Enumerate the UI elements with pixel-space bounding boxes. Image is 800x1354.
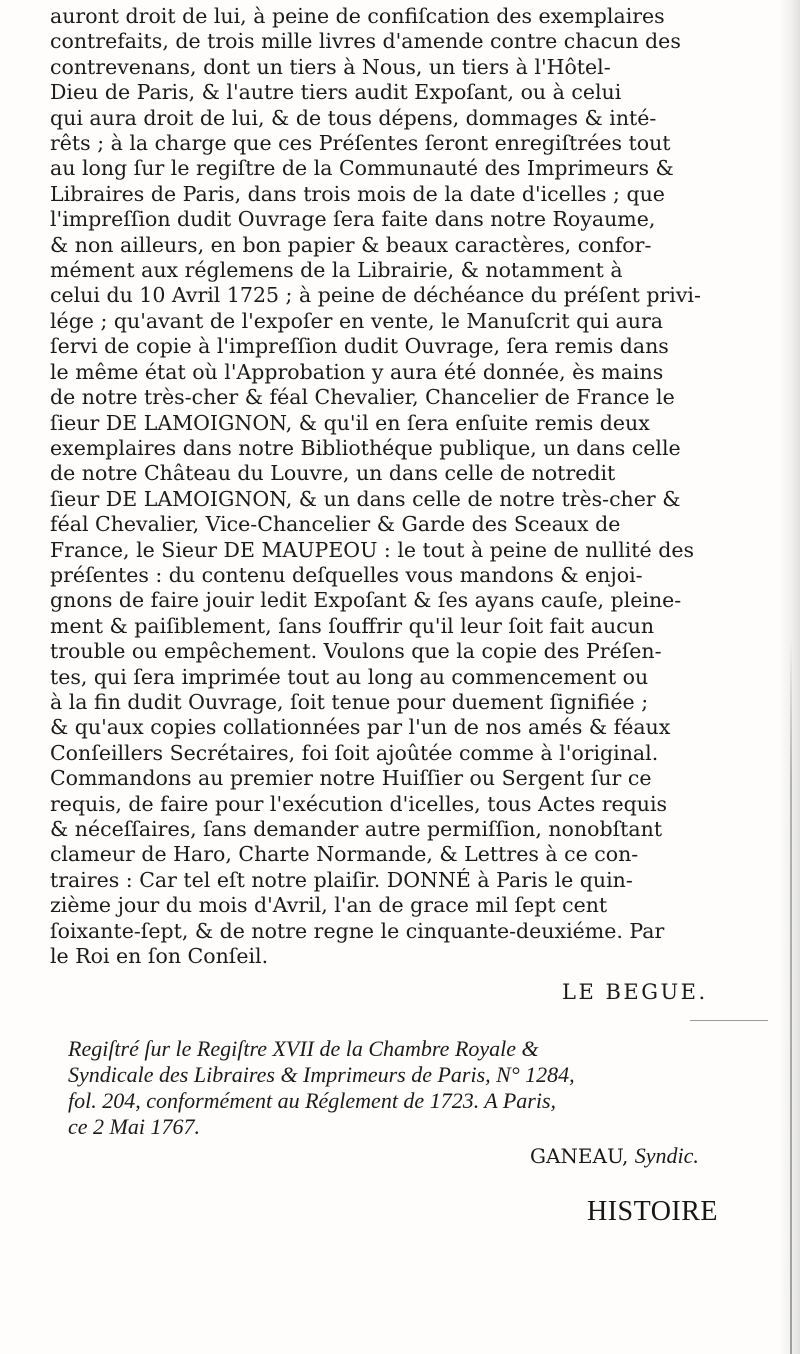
text-line: le même état où l'Approbation y aura été donnée, ès mains: [50, 359, 664, 384]
registration-line: fol. 204, conformément au Réglement de 1723. A Paris,: [68, 1088, 557, 1113]
text-line: France, le Sieur DE MAUPEOU : le tout à peine de nullité des: [50, 537, 694, 562]
text-line: contrevenans, dont un tiers à Nous, un tiers à l'Hôtel-: [50, 54, 611, 79]
text-line: à la fin dudit Ouvrage, ſoit tenue pour duement ſignifiée ;: [50, 689, 649, 714]
page-edge-line: [790, 640, 792, 1354]
text-line: & néceſſaires, ſans demander autre permiſſion, nonobſtant: [50, 817, 663, 841]
syndic-title: Syndic.: [634, 1143, 699, 1168]
text-line: Dieu de Paris, & l'autre tiers audit Expoſant, ou à celui: [50, 80, 622, 105]
text-line: clameur de Haro, Charte Normande, & Lettres à ce con-: [50, 842, 639, 867]
text-line: contrefaits, de trois mille livres d'amende contre chacun des: [50, 29, 681, 54]
text-line: Commandons au premier notre Huiſſier ou Sergent ſur ce: [50, 766, 652, 791]
text-line: exemplaires dans notre Bibliothéque publique, un dans celle: [50, 435, 681, 460]
page-edge-shadow: [778, 0, 800, 1354]
text-line: & qu'aux copies collationnées par l'un de nos amés & féaux: [50, 715, 671, 740]
text-line: Conſeillers Secrétaires, foi ſoit ajoûtée comme à l'original.: [50, 740, 659, 765]
text-line: auront droit de lui, à peine de confiſcation des exemplaires: [50, 4, 665, 28]
syndic-signature: [530, 1143, 699, 1169]
text-line: lége ; qu'avant de l'expoſer en vente, le Manuſcrit qui aura: [50, 308, 663, 333]
text-line: l'impreſſion dudit Ouvrage ſera faite dans notre Royaume,: [50, 207, 656, 232]
registration-line: Syndicale des Libraires & Imprimeurs de Paris, N° 1284,: [68, 1062, 575, 1087]
text-line: ſervi de copie à l'impreſſion dudit Ouvrage, ſera remis dans: [50, 334, 669, 359]
syndic-name: GANEAU,: [530, 1144, 629, 1168]
privilege-text: [50, 4, 768, 969]
text-line: ſoixante-ſept, & de notre regne le cinquante-deuxiéme. Par: [50, 918, 665, 943]
text-line: & non ailleurs, en bon papier & beaux caractères, confor-: [50, 232, 652, 257]
catchword: HISTOIRE: [587, 1196, 719, 1227]
text-line: mément aux réglemens de la Librairie, & notamment à: [50, 258, 623, 283]
text-line: préſentes : du contenu deſquelles vous mandons & enjoi-: [50, 562, 643, 587]
text-line: gnons de faire jouir ledit Expoſant & ſes ayans cauſe, pleine-: [50, 588, 682, 613]
text-line: ſieur DE LAMOIGNON, & un dans celle de notre très-cher &: [50, 486, 681, 511]
text-line: requis, de faire pour l'exécution d'icelles, tous Actes requis: [50, 791, 668, 816]
text-line: traires : Car tel eſt notre plaiſir. DONNÉ à Paris le quin-: [50, 867, 633, 892]
text-line: tes, qui ſera imprimée tout au long au commencement ou: [50, 664, 649, 689]
registration-line: Regiſtré ſur le Regiſtre XVII de la Chambre Royale &: [68, 1036, 539, 1061]
registration-line: ce 2 Mai 1767.: [68, 1114, 200, 1139]
text-line: féal Chevalier, Vice-Chancelier & Garde des Sceaux de: [50, 512, 621, 537]
text-line: zième jour du mois d'Avril, l'an de grace mil ſept cent: [50, 893, 608, 918]
text-line: ment & paiſiblement, ſans ſouffrir qu'il leur ſoit fait aucun: [50, 613, 655, 638]
text-line: ſieur DE LAMOIGNON, & qu'il en ſera enſuite remis deux: [50, 410, 650, 435]
divider: [690, 1020, 768, 1021]
text-line: au long ſur le regiſtre de la Communauté des Imprimeurs &: [50, 156, 674, 181]
text-line: le Roi en ſon Conſeil.: [50, 944, 269, 969]
text-line: rêts ; à la charge que ces Préſentes ſeront enregiſtrées tout: [50, 131, 671, 156]
registration-note: [68, 1036, 768, 1140]
text-line: Libraires de Paris, dans trois mois de la date d'icelles ; que: [50, 181, 665, 206]
text-line: de notre très-cher & féal Chevalier, Chancelier de France le: [50, 385, 675, 410]
text-line: trouble ou empêchement. Voulons que la copie des Préſen-: [50, 639, 662, 664]
text-line: de notre Château du Louvre, un dans celle de notredit: [50, 461, 616, 486]
signature: LE BEGUE.: [562, 980, 708, 1004]
text-line: celui du 10 Avril 1725 ; à peine de déchéance du préſent privi-: [50, 283, 701, 308]
text-line: qui aura droit de lui, & de tous dépens, dommages & inté-: [50, 105, 657, 130]
